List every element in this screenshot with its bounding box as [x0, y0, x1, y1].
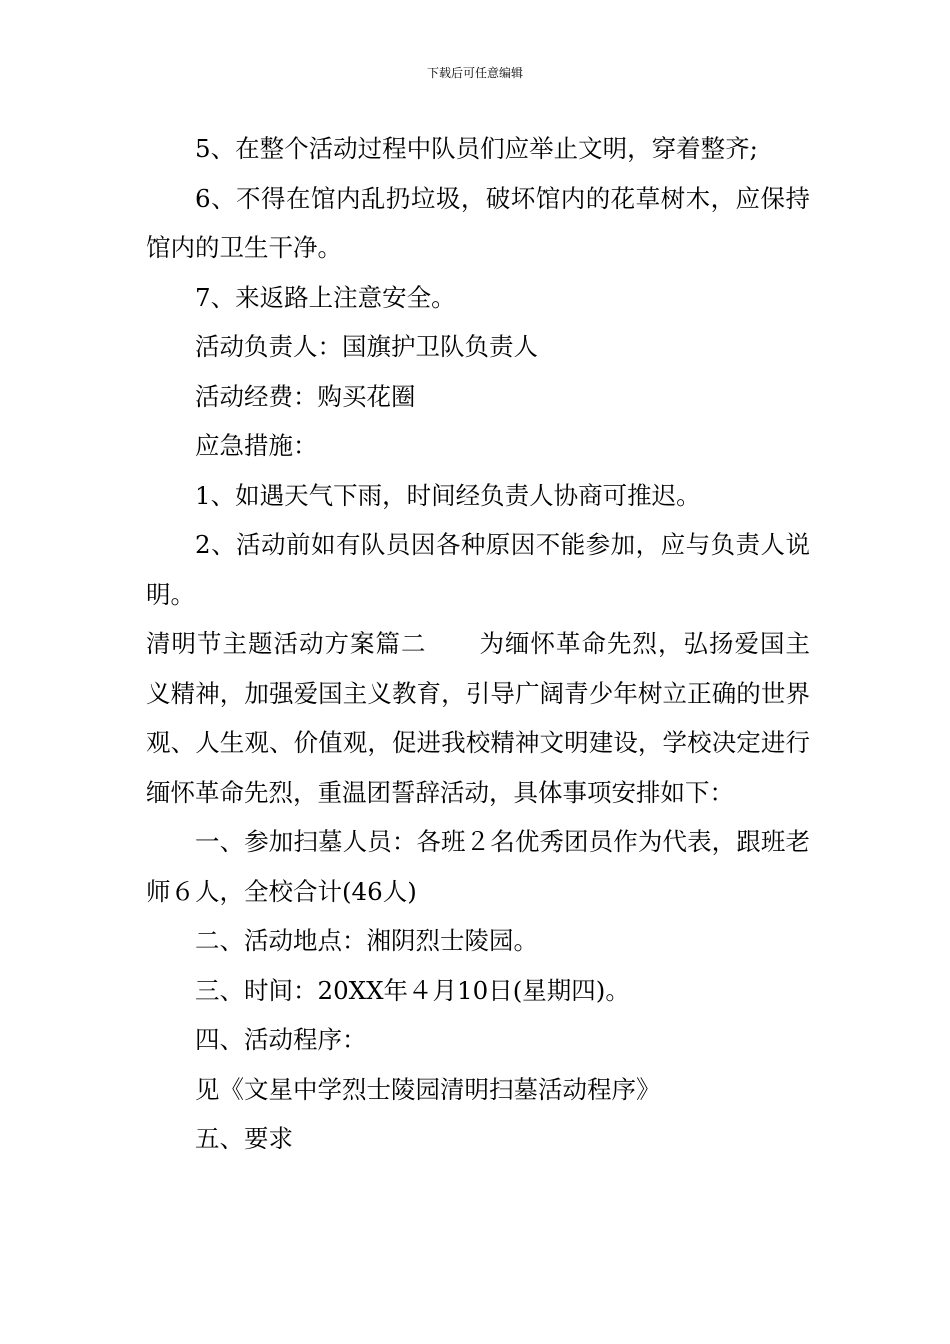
paragraph-rule-7: 7、来返路上注意安全。	[195, 282, 456, 312]
paragraph-section-two	[146, 619, 810, 817]
paragraph-emergency-1: 1、如遇天气下雨，时间经负责人协商可推迟。	[195, 480, 701, 510]
paragraph-requirements-heading: 五、要求	[195, 1124, 293, 1153]
paragraph-time: 三、时间：20XX年４月10日(星期四)。	[195, 975, 630, 1005]
paragraph-emergency-heading: 应急措施：	[195, 431, 318, 460]
paragraph-location: 二、活动地点：湘阴烈士陵园。	[195, 926, 538, 955]
paragraph-emergency-2: 2、活动前如有队员因各种原因不能参加，应与负责人说明。	[146, 530, 810, 609]
paragraph-person-in-charge: 活动负责人：国旗护卫队负责人	[195, 332, 538, 361]
paragraph-funding: 活动经费：购买花圈	[195, 381, 416, 411]
section-intro-text: 为缅怀革命先烈，弘扬爱国主义精神，加强爱国主义教育，引导广阔青少年树立正确的世界观、人生观、价值观，促进我校精神文明建设，学校决定进行缅怀革命先烈，重温团誓辞活动，具体事项安排如下：	[146, 629, 810, 807]
paragraph-procedure-reference: 见《文星中学烈士陵园清明扫墓活动程序》	[195, 1074, 661, 1104]
document-body	[146, 124, 810, 1164]
paragraph-rule-6: 6、不得在馆内乱扔垃圾，破坏馆内的花草树木，应保持馆内的卫生干净。	[146, 183, 810, 262]
section-title: 清明节主题活动方案篇二	[146, 629, 427, 658]
paragraph-participants: 一、参加扫墓人员：各班２名优秀团员作为代表，跟班老师６人，全校合计(46人)	[146, 827, 810, 906]
paragraph-procedure-heading: 四、活动程序：	[195, 1025, 367, 1054]
paragraph-rule-5: 5、在整个活动过程中队员们应举止文明，穿着整齐;	[195, 134, 758, 163]
page-header-note: 下载后可任意编辑	[426, 66, 523, 80]
